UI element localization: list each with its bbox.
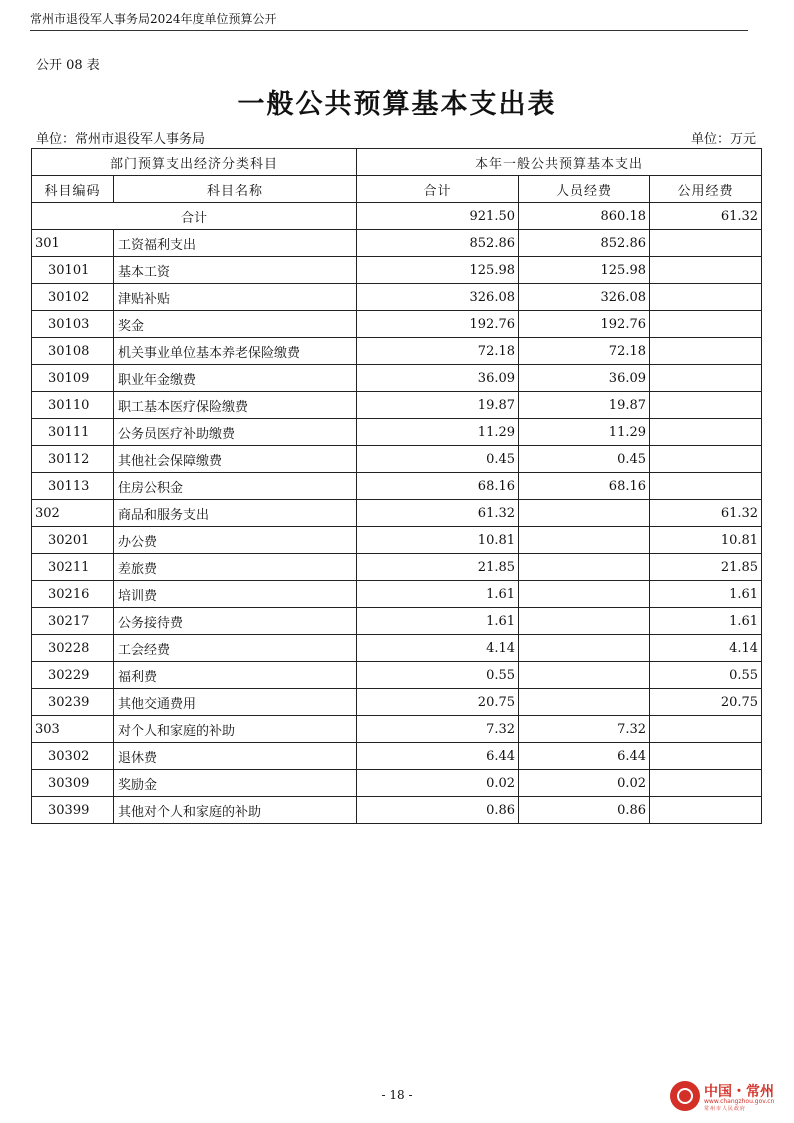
table-row	[32, 797, 762, 824]
row-personnel: 72.18	[519, 338, 650, 365]
row-code: 30109	[32, 365, 114, 392]
row-personnel: 11.29	[519, 419, 650, 446]
row-personnel	[519, 554, 650, 581]
row-total: 1.61	[357, 581, 519, 608]
row-personnel: 36.09	[519, 365, 650, 392]
column-header-row	[32, 176, 762, 203]
row-code: 30108	[32, 338, 114, 365]
total-row-total: 921.50	[357, 203, 519, 230]
government-logo	[670, 1079, 790, 1113]
row-personnel	[519, 500, 650, 527]
row-public: 0.55	[650, 662, 762, 689]
row-name: 退休费	[114, 743, 357, 770]
row-name: 基本工资	[114, 257, 357, 284]
row-total: 72.18	[357, 338, 519, 365]
table-row	[32, 500, 762, 527]
row-personnel	[519, 527, 650, 554]
column-header-name: 科目名称	[114, 176, 357, 203]
column-header-total: 合计	[357, 176, 519, 203]
column-header-code: 科目编码	[32, 176, 114, 203]
row-name: 其他交通费用	[114, 689, 357, 716]
row-public: 10.81	[650, 527, 762, 554]
row-name: 工资福利支出	[114, 230, 357, 257]
row-code: 30211	[32, 554, 114, 581]
row-name: 商品和服务支出	[114, 500, 357, 527]
logo-url: www.changzhou.gov.cn	[704, 1098, 775, 1105]
row-total: 19.87	[357, 392, 519, 419]
row-total: 61.32	[357, 500, 519, 527]
table-row	[32, 743, 762, 770]
row-total: 7.32	[357, 716, 519, 743]
row-total: 10.81	[357, 527, 519, 554]
row-total: 0.86	[357, 797, 519, 824]
row-code: 30103	[32, 311, 114, 338]
table-row	[32, 635, 762, 662]
row-name: 奖金	[114, 311, 357, 338]
table-row	[32, 257, 762, 284]
row-public: 61.32	[650, 500, 762, 527]
row-name: 其他社会保障缴费	[114, 446, 357, 473]
row-public	[650, 770, 762, 797]
total-row-label: 合计	[32, 203, 357, 230]
table-row	[32, 716, 762, 743]
row-public	[650, 473, 762, 500]
row-personnel: 0.45	[519, 446, 650, 473]
table-row	[32, 581, 762, 608]
row-personnel: 19.87	[519, 392, 650, 419]
row-personnel: 0.02	[519, 770, 650, 797]
row-personnel: 0.86	[519, 797, 650, 824]
table-row	[32, 284, 762, 311]
budget-table	[31, 148, 762, 824]
row-total: 852.86	[357, 230, 519, 257]
row-public: 20.75	[650, 689, 762, 716]
row-code: 30102	[32, 284, 114, 311]
row-name: 公务员医疗补助缴费	[114, 419, 357, 446]
row-code: 30216	[32, 581, 114, 608]
table-row	[32, 338, 762, 365]
row-public	[650, 338, 762, 365]
table-row	[32, 608, 762, 635]
table-row	[32, 311, 762, 338]
row-personnel	[519, 662, 650, 689]
row-code: 30228	[32, 635, 114, 662]
row-name: 公务接待费	[114, 608, 357, 635]
table-row	[32, 392, 762, 419]
row-total: 0.02	[357, 770, 519, 797]
total-row	[32, 203, 762, 230]
row-code: 30112	[32, 446, 114, 473]
row-name: 工会经费	[114, 635, 357, 662]
group-header-row	[32, 149, 762, 176]
row-public	[650, 797, 762, 824]
row-name: 津贴补贴	[114, 284, 357, 311]
table-row	[32, 527, 762, 554]
row-personnel: 326.08	[519, 284, 650, 311]
row-personnel	[519, 581, 650, 608]
row-personnel: 7.32	[519, 716, 650, 743]
table-row	[32, 365, 762, 392]
table-row	[32, 473, 762, 500]
row-public	[650, 446, 762, 473]
group-header-basic-expenditure: 本年一般公共预算基本支出	[357, 149, 762, 176]
logo-title: 中国・常州	[704, 1084, 774, 1100]
row-total: 0.55	[357, 662, 519, 689]
row-name: 职业年金缴费	[114, 365, 357, 392]
row-code: 30113	[32, 473, 114, 500]
row-public	[650, 743, 762, 770]
row-total: 125.98	[357, 257, 519, 284]
row-code: 30229	[32, 662, 114, 689]
row-name: 培训费	[114, 581, 357, 608]
row-code: 30239	[32, 689, 114, 716]
row-personnel	[519, 689, 650, 716]
row-code: 30399	[32, 797, 114, 824]
row-code: 303	[32, 716, 114, 743]
row-public	[650, 419, 762, 446]
seal-icon	[670, 1081, 700, 1111]
total-row-personnel: 860.18	[519, 203, 650, 230]
row-public	[650, 392, 762, 419]
row-public	[650, 716, 762, 743]
total-row-public: 61.32	[650, 203, 762, 230]
table-row	[32, 419, 762, 446]
row-code: 30217	[32, 608, 114, 635]
row-name: 差旅费	[114, 554, 357, 581]
column-header-personnel: 人员经费	[519, 176, 650, 203]
row-total: 21.85	[357, 554, 519, 581]
row-personnel: 852.86	[519, 230, 650, 257]
row-total: 326.08	[357, 284, 519, 311]
row-total: 11.29	[357, 419, 519, 446]
page-number: - 18 -	[381, 1088, 413, 1102]
row-code: 30309	[32, 770, 114, 797]
table-row	[32, 770, 762, 797]
row-name: 办公费	[114, 527, 357, 554]
table-row	[32, 662, 762, 689]
row-personnel	[519, 608, 650, 635]
row-total: 20.75	[357, 689, 519, 716]
row-name: 机关事业单位基本养老保险缴费	[114, 338, 357, 365]
row-total: 1.61	[357, 608, 519, 635]
row-code: 30302	[32, 743, 114, 770]
table-row	[32, 230, 762, 257]
row-code: 302	[32, 500, 114, 527]
row-personnel: 6.44	[519, 743, 650, 770]
row-total: 36.09	[357, 365, 519, 392]
group-header-classification: 部门预算支出经济分类科目	[32, 149, 357, 176]
row-public	[650, 257, 762, 284]
row-name: 福利费	[114, 662, 357, 689]
row-personnel	[519, 635, 650, 662]
currency-unit: 单位：万元	[690, 132, 756, 147]
row-public	[650, 230, 762, 257]
table-row	[32, 689, 762, 716]
row-public	[650, 365, 762, 392]
row-name: 职工基本医疗保险缴费	[114, 392, 357, 419]
column-header-public: 公用经费	[650, 176, 762, 203]
row-total: 192.76	[357, 311, 519, 338]
row-public	[650, 311, 762, 338]
row-name: 住房公积金	[114, 473, 357, 500]
row-public: 1.61	[650, 581, 762, 608]
row-name: 对个人和家庭的补助	[114, 716, 357, 743]
row-code: 30110	[32, 392, 114, 419]
row-public	[650, 284, 762, 311]
row-name: 奖励金	[114, 770, 357, 797]
row-code: 30201	[32, 527, 114, 554]
row-public: 4.14	[650, 635, 762, 662]
row-public: 1.61	[650, 608, 762, 635]
page-title: 一般公共预算基本支出表	[237, 89, 557, 120]
running-header: 常州市退役军人事务局2024年度单位预算公开	[30, 10, 748, 31]
row-name: 其他对个人和家庭的补助	[114, 797, 357, 824]
table-row	[32, 446, 762, 473]
form-number: 公开 08 表	[36, 58, 100, 73]
row-total: 6.44	[357, 743, 519, 770]
row-total: 68.16	[357, 473, 519, 500]
row-code: 301	[32, 230, 114, 257]
organization-unit: 单位：常州市退役军人事务局	[36, 132, 206, 147]
row-personnel: 125.98	[519, 257, 650, 284]
row-total: 0.45	[357, 446, 519, 473]
table-row	[32, 554, 762, 581]
row-public: 21.85	[650, 554, 762, 581]
row-total: 4.14	[357, 635, 519, 662]
row-code: 30101	[32, 257, 114, 284]
row-code: 30111	[32, 419, 114, 446]
row-personnel: 192.76	[519, 311, 650, 338]
row-personnel: 68.16	[519, 473, 650, 500]
logo-subtitle: 常州市人民政府	[704, 1106, 747, 1112]
